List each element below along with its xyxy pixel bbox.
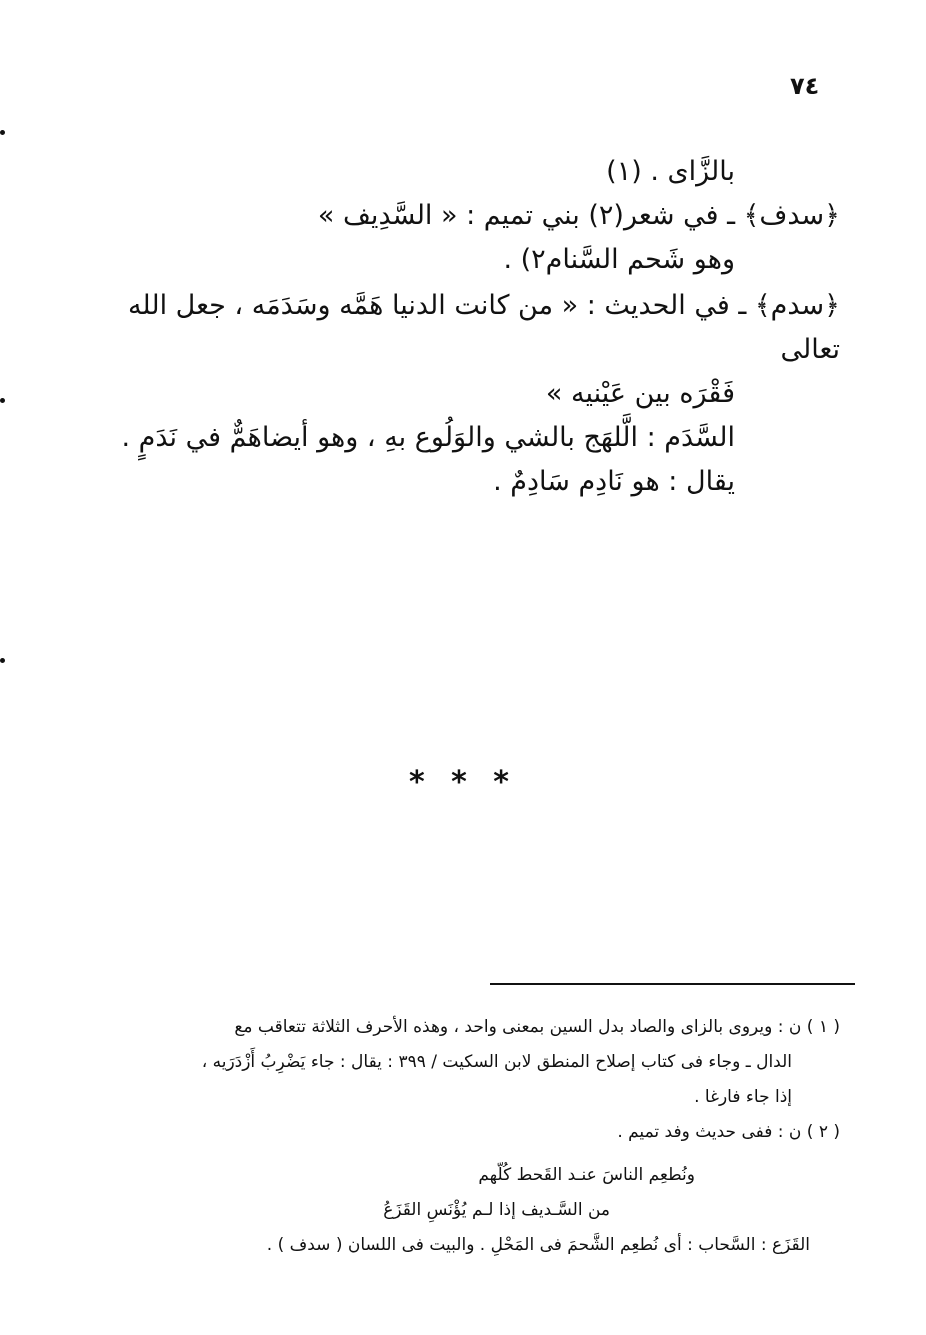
verse-line-1: ونُطعِم الناسَ عنـد القَحط كُلّهم xyxy=(478,1165,695,1185)
text-line: بالزَّاى . (١) xyxy=(606,156,735,187)
footnote-rule xyxy=(490,983,855,985)
entry-sadam: ﴿سدم﴾ ـ في الحديث : « من كانت الدنيا هَمَّه وسَدَمَه ، جعل الله تعالى xyxy=(127,290,840,365)
margin-mark xyxy=(0,130,5,135)
footnote-1: ( ١ ) ن : ويروى بالزاى والصاد بدل السين بمعنى واحد ، وهذه الأحرف الثلاثة تتعاقب مع xyxy=(234,1017,840,1037)
text-line: وهو شَحم السَّنام٢) . xyxy=(503,244,735,275)
text-line: فَقْرَه بين عَيْنيه » xyxy=(545,378,735,409)
verse-line-2: من السَّـديف إذا لـم يُؤْنَسِ القَزَعُ xyxy=(383,1200,610,1220)
footnote-1-cont: إذا جاء فارغا . xyxy=(694,1087,792,1107)
text-line: السَّدَم : الَّلهَج بالشي والوَلُوع بهِ ، وهو أيضاهَمٌّ في نَدَمٍ . xyxy=(121,422,735,453)
footnotes xyxy=(92,1010,840,1263)
section-separator: * * * xyxy=(409,765,517,800)
margin-mark xyxy=(0,398,5,403)
entry-sadaf: ﴿سدف﴾ ـ في شعر(٢) بني تميم : « السَّدِيف » xyxy=(317,200,840,231)
text-line: يقال : هو نَادِم سَادِمٌ . xyxy=(493,466,735,497)
footnote-gloss: القَزَع : السَّحاب : أى نُطعِم الشَّحمَ فى المَحْلِ . والبيت فى اللسان ( سدف ) . xyxy=(266,1235,810,1255)
footnote-1-cont: الدال ـ وجاء فى كتاب إصلاح المنطق لابن السكيت / ٣٩٩ : يقال : جاء يَضْرِبُ أَزْدَرَيه ، xyxy=(201,1052,792,1072)
main-text xyxy=(95,150,840,504)
footnote-2: ( ٢ ) ن : ففى حديث وفد تميم . xyxy=(617,1122,840,1142)
margin-mark xyxy=(0,658,5,663)
page-number: ٧٤ xyxy=(790,72,820,100)
